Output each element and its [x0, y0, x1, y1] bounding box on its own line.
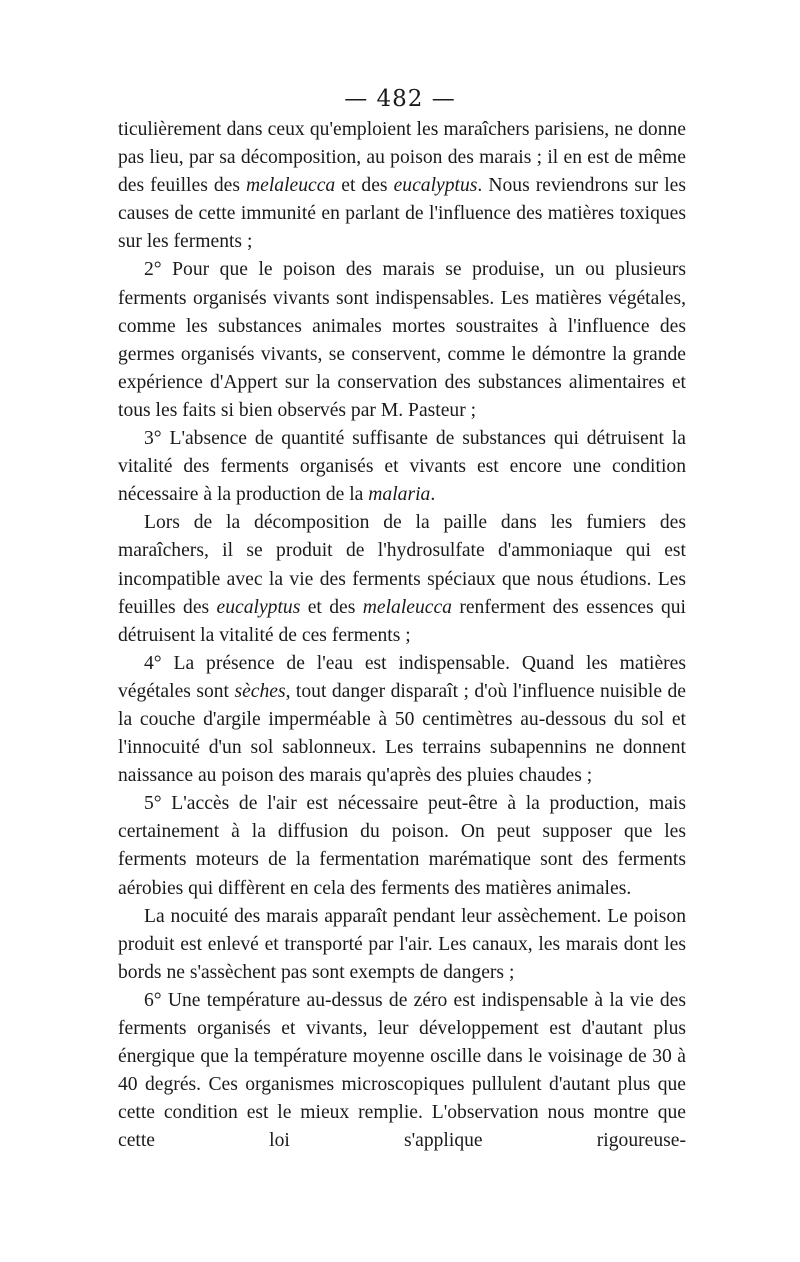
italic-term: eucalyptus — [393, 175, 478, 197]
body-text — [118, 116, 686, 1155]
text-run: 2° Pour que le poison des marais se produise, un ou plusieurs ferments organisés vivants sont indispensables. Les matières végétales, comme les substances animales mortes soustraites à l'influence des germes organisés vivants, se conservent, comme le démontre la grande expérience d'Appert sur la conservation des substances alimentaires et tous les faits si bien observés par M. Pasteur ; — [118, 259, 686, 421]
text-run: renferment des essences qui détruisent la vitalité de ces ferments ; — [118, 596, 687, 646]
paragraph — [118, 650, 686, 790]
text-run: 4° La présence de l'eau est indispensable. Quand les matières végétales sont — [118, 652, 686, 702]
paragraph — [118, 116, 686, 256]
italic-term: melaleucca — [362, 596, 452, 618]
paragraph — [118, 903, 686, 987]
paragraph — [118, 509, 686, 649]
text-run: . — [430, 484, 436, 506]
text-run: , tout danger disparaît ; d'où l'influence nuisible de la couche d'argile imperméable à 50 centimètres au-dessous du sol et l'innocuité d'un sol sablonneux. Les terrains subapennins ne donnent naissance au poison des marais qu'après des pluies chaudes ; — [118, 680, 686, 787]
text-run: 5° L'accès de l'air est nécessaire peut-être à la production, mais certainement à la diffusion du poison. On peut supposer que les ferments moteurs de la fermentation marématique sont des ferments aérobies qui diffèrent en cela des ferments des matières animales. — [118, 793, 686, 899]
italic-term: sèches — [234, 680, 286, 702]
text-run: ticulièrement dans ceux qu'emploient les maraîchers parisiens, ne donne pas lieu, par sa décomposition, au poison des marais ; il en est de même des feuilles des — [118, 119, 686, 197]
page-number: — 482 — — [344, 86, 456, 112]
italic-term: melaleucca — [246, 175, 336, 197]
text-run: 3° L'absence de quantité suffisante de substances qui détruisent la vitalité des ferments organisés et vivants est encore une condition nécessaire à la production de la — [118, 428, 686, 506]
text-run: . Nous reviendrons sur les causes de cette immunité en parlant de l'influence des matières toxiques sur les ferments ; — [118, 175, 686, 253]
text-run: et des — [300, 596, 363, 618]
text-run: La nocuité des marais apparaît pendant leur assèchement. Le poison produit est enlevé et transporté par l'air. Les canaux, les marais dont les bords ne s'assèchent pas sont exempts de dangers ; — [118, 905, 686, 983]
text-run: et des — [335, 175, 394, 197]
paragraph — [118, 987, 686, 1156]
text-run: Lors de la décomposition de la paille dans les fumiers des maraîchers, il se produit de l'hydrosulfate d'ammoniaque qui est incompatible avec la vie des ferments spéciaux que nous étudions. Les feuilles des — [118, 512, 686, 618]
paragraph — [118, 425, 686, 509]
italic-term: malaria — [368, 484, 431, 506]
paragraph — [118, 790, 686, 902]
paragraph — [118, 256, 686, 425]
text-run: 6° Une température au-dessus de zéro est indispensable à la vie des ferments organisés et vivants, leur développement est d'autant plus énergique que la température moyenne oscille dans le voisinage de 30 à 40 degrés. Ces organismes microscopiques pullulent d'autant plus que cette condition est le mieux remplie. L'observation nous montre que cette loi s'applique rigoureuse- — [118, 989, 686, 1152]
italic-term: eucalyptus — [216, 596, 301, 618]
